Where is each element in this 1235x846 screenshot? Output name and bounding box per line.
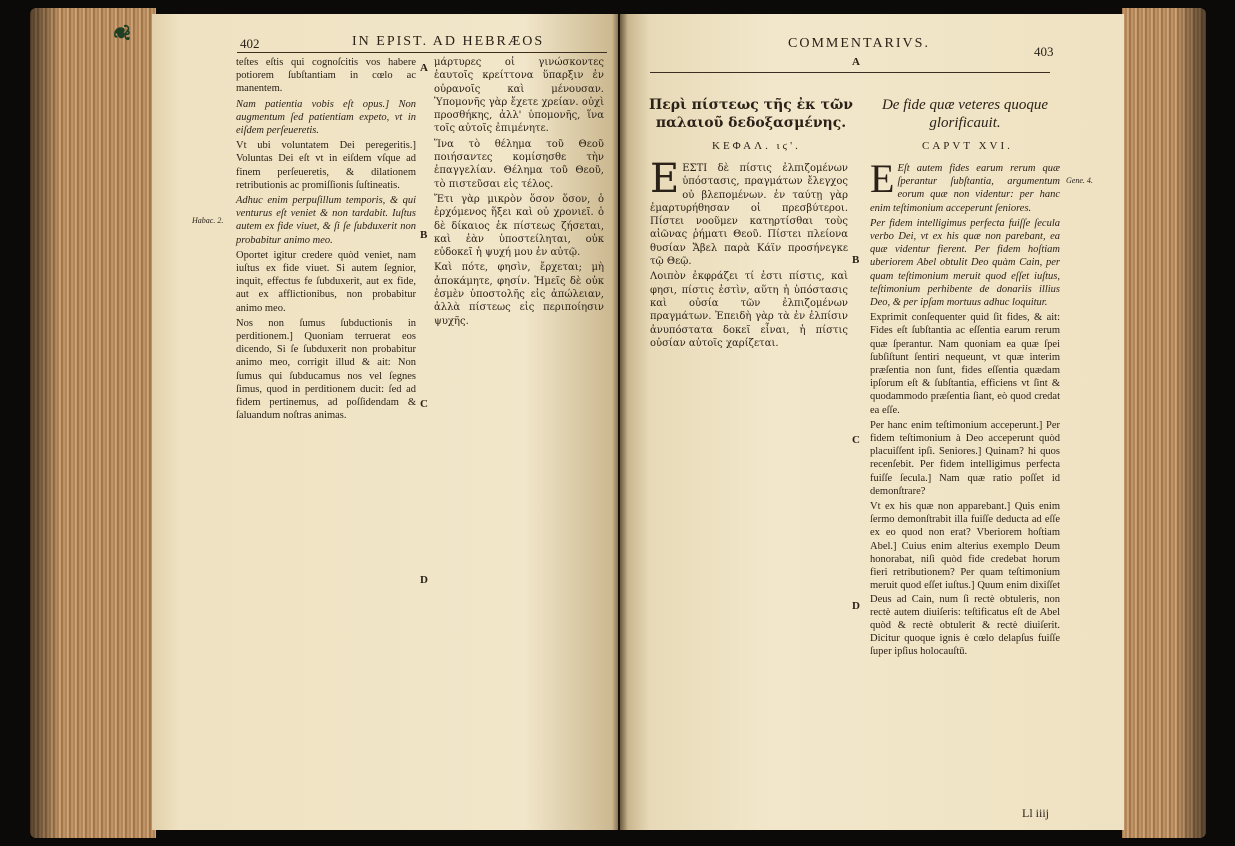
left-latin-paragraph: Nam patientia vobis eſt opus.] Non augmentum ſed patientiam expeto, vt in eiſdem perſeueretis. [236,98,416,137]
left-margin-note: Habac. 2. [192,216,224,225]
right-marker-c: C [852,434,860,446]
left-latin-paragraph: Adhuc enim perpuſillum temporis, & qui venturus eſt veniet & non tardabit. Iuſtus autem ex fide viuet, & ſi ſe ſubduxerit non probabitur animo meo. [236,195,416,246]
right-latin-column [870,156,1060,802]
book-gutter [612,14,628,830]
left-greek-paragraph: Ἔτι γὰρ μικρὸν ὅσον ὅσον, ὁ ἐρχόμενος ἥξει καὶ οὐ χρονιεῖ. ὁ δὲ δίκαιος ἐκ πίστεως ζήσεται, καὶ ἐὰν ὑποστείληται, οὐκ εὐδοκεῖ ἡ ψυχή μου ἐν αὐτῷ. [434,193,604,259]
left-running-head: IN EPIST. AD HEBRÆOS [352,34,545,49]
right-page-number: 403 [1034,44,1054,59]
left-latin-paragraph: Oportet igitur credere quòd veniet, nam iuſtus ex fide viuet. Si autem ſegnior, inquit, effectus fe ſubduxerit, aut ex fide, aut ex afflictionibus, non probabitur animo meo. [236,249,416,314]
right-greek-text: ΕΣΤΙ δὲ πίστις ἐλπιζομένων ὑπόστασις, πραγμάτων ἔλεγχος οὐ βλεπομένων. ἐν ταύτῃ γὰρ ἐμαρτυρήθησαν οἱ πρεσβύτεροι. Πίστει νοοῦμεν κατηρτίσθαι τοὺς αἰῶνας ῥήματι Θεοῦ. Πίστει πλείονα θυσίαν Ἄβελ παρὰ Κάϊν προσήνεγκε τῷ Θεῷ. [650,163,848,268]
right-greek-paragraph: Λοιπὸν ἐκφράζει τί ἐστι πίστις, καὶ φησι, πίστις ἐστὶν, αὕτη ἡ ὑπόστασις καὶ οὐσία τῶν ἐλπιζομένων πραγμάτων. Ἐπειδὴ γὰρ τὰ ἐν ἐλπίσιν ἀνυπόστατα δοκεῖ εἶναι, ἡ πίστις οὐσίαν αὐτοῖς χαρίζεται. [650,271,848,349]
right-edge-shadow [1176,8,1206,838]
left-greek-paragraph: Ἵνα τὸ θέλημα τοῦ Θεοῦ ποιήσαντες κομίσησθε τὴν ἐπαγγελίαν. Θέλημα τοῦ Θεοῦ, τὸ πιστεῦσαι εἰς τέλος. [434,138,604,190]
right-latin-paragraph [870,156,1060,215]
spine-mark-icon: ❦ [109,23,135,43]
left-page [152,14,618,830]
right-greek-paragraph [650,156,848,268]
greek-chapter-heading: Περὶ πίστεως τῆς ἐκ τῶν παλαιοῦ δεδοξασμένης. [648,97,854,131]
latin-chapter-heading: De fide quæ veteres quoque glorificauit. [881,97,1049,131]
left-greek-paragraph: μάρτυρες οἱ γινώσκοντες ἑαυτοῖς κρείττονα ὕπαρξιν ἐν οὐρανοῖς καὶ μένουσαν. Ὑπομονῆς γὰρ ἔχετε χρείαν. οὐχὶ προσθήκης, ἀλλ' ὑπομονῆς, ἵνα τοῖς αὐτοῖς ἐπιμένητε. [434,57,604,135]
right-running-head: COMMENTARIVS. [788,36,930,51]
left-marker-c: C [420,398,428,410]
right-page [620,14,1124,830]
right-head-rule [650,72,1050,73]
greek-drop-cap: E [650,156,680,202]
left-greek-paragraph: Καὶ πότε, φησὶν, ἔρχεται; μὴ ἀποκάμητε, φησίν. Ἡμεῖς δὲ οὐκ ἐσμὲν ὑποστολῆς εἰς ἀπώλειαν, ἀλλὰ πίστεως εἰς περιποίησιν ψυχῆς. [434,262,604,327]
right-latin-paragraph: Per fidem intelligimus perfecta fuiſſe ſecula verbo Dei, vt ex his quæ non parebant, ea quæ videntur fierent. Per fidem hoſtiam uberiorem Abel obtulit Deo quàm Cain, per quam teſtimonium meruit quod eſſet iuſtus, teſtimonium perhibente de donariis illius Deo, & per ipſam mortuus adhuc loquitur. [870,217,1060,309]
left-latin-column [236,56,416,616]
left-page-number: 402 [240,36,260,51]
right-greek-column [650,156,848,802]
right-latin-paragraph: Per hanc enim teſtimonium acceperunt.] Per fidem teſtimonium à Deo acceperunt quòd placuiſſent ipſi. Seniores.] Quinam? hi quos recenſebit. Per fidem intelligimus perfecta fuiſſe ſecula.] Nam quæ ratio poſſet id demonſtrare? [870,419,1060,497]
latin-chapter-number: CAPVT XVI. [922,140,1013,152]
left-marker-d: D [420,574,428,586]
right-latin-paragraph: Vt ex his quæ non apparebant.] Quis enim ſermo demonſtrabit illa fuiſſe deducta ad eſſe ex eo quod non erat? Vberiorem hoſtiam Abel.] Cuius enim alterius exemplo Deum honorabat, niſi quòd fide credebat horum fieri retributionem? Per quam teſtimonium meruit quod eſſet iuſtus.] Quum enim dixiſſet Deus ad Cain, num ſi rectè obtuleris, non rectè autem diuiſeris: teſtificatus eſt de Abel quòd & rectè obtulerit & rectè diuiſerit. Dicitur quoque ignis è cœlo delapſus fuiſſe ſuper ipſius holocauſtū. [870,501,1060,658]
right-marker-d: D [852,600,860,612]
left-latin-paragraph: Vt ubi voluntatem Dei peregeritis.] Voluntas Dei eſt vt in eiſdem vſque ad finem perſeueretis, & dilationem retributionis ac promiſſionis ſuſtineatis. [236,140,416,191]
left-marker-b: B [420,229,428,241]
greek-chapter-number: ΚΕΦΑΛ. ιϛ'. [712,140,801,152]
left-edge-shadow [30,8,60,838]
right-sub-head: A [852,56,860,68]
left-head-rule [237,52,607,53]
right-latin-paragraph: Exprimit conſequenter quid ſit fides, & ait: Fides eſt ſubſtantia ac eſſentia earum rerum quæ ſperantur. Nam quoniam ea quæ ſpei ſubſiſtunt ſentiri nequeunt, vt quæ interim præſentia non ſunt, fides eſſentia quædam ipſorum eſt & ſubſtantia, efficiens vt ſint & quodammodo præſentia ſiant, eò quod credat ea eſſe. [870,312,1060,416]
left-latin-paragraph: Nos non ſumus ſubductionis in perditionem.] Quoniam terruerat eos dicendo, Si ſe ſubduxerit non probabitur animo meo, corrigit illud & ait: Non ſumus qui ſubducamus nos vel ſegnes ſimus, quod in perditionem ducit: ſed ad fidem pertinemus, ad poſſidendam & ſaluandum noſtras animas. [236,317,416,422]
left-marker-a: A [420,62,428,74]
right-margin-note: Gene. 4. [1066,176,1093,185]
right-latin-text: Eſt autem fides earum rerum quæ ſperantur ſubſtantia, argumentum eorum quæ non videntur: per hanc enim teſtimonium acceperunt ſeniores. [870,163,1060,214]
right-marker-b: B [852,254,860,266]
left-latin-paragraph: teſtes eſtis qui cognoſcitis vos habere potiorem ſubſtantiam in cœlo ac manentem. [236,57,416,95]
latin-drop-cap: E [870,156,895,201]
left-greek-column [434,56,604,616]
signature-mark: Ll iiij [1022,806,1049,820]
